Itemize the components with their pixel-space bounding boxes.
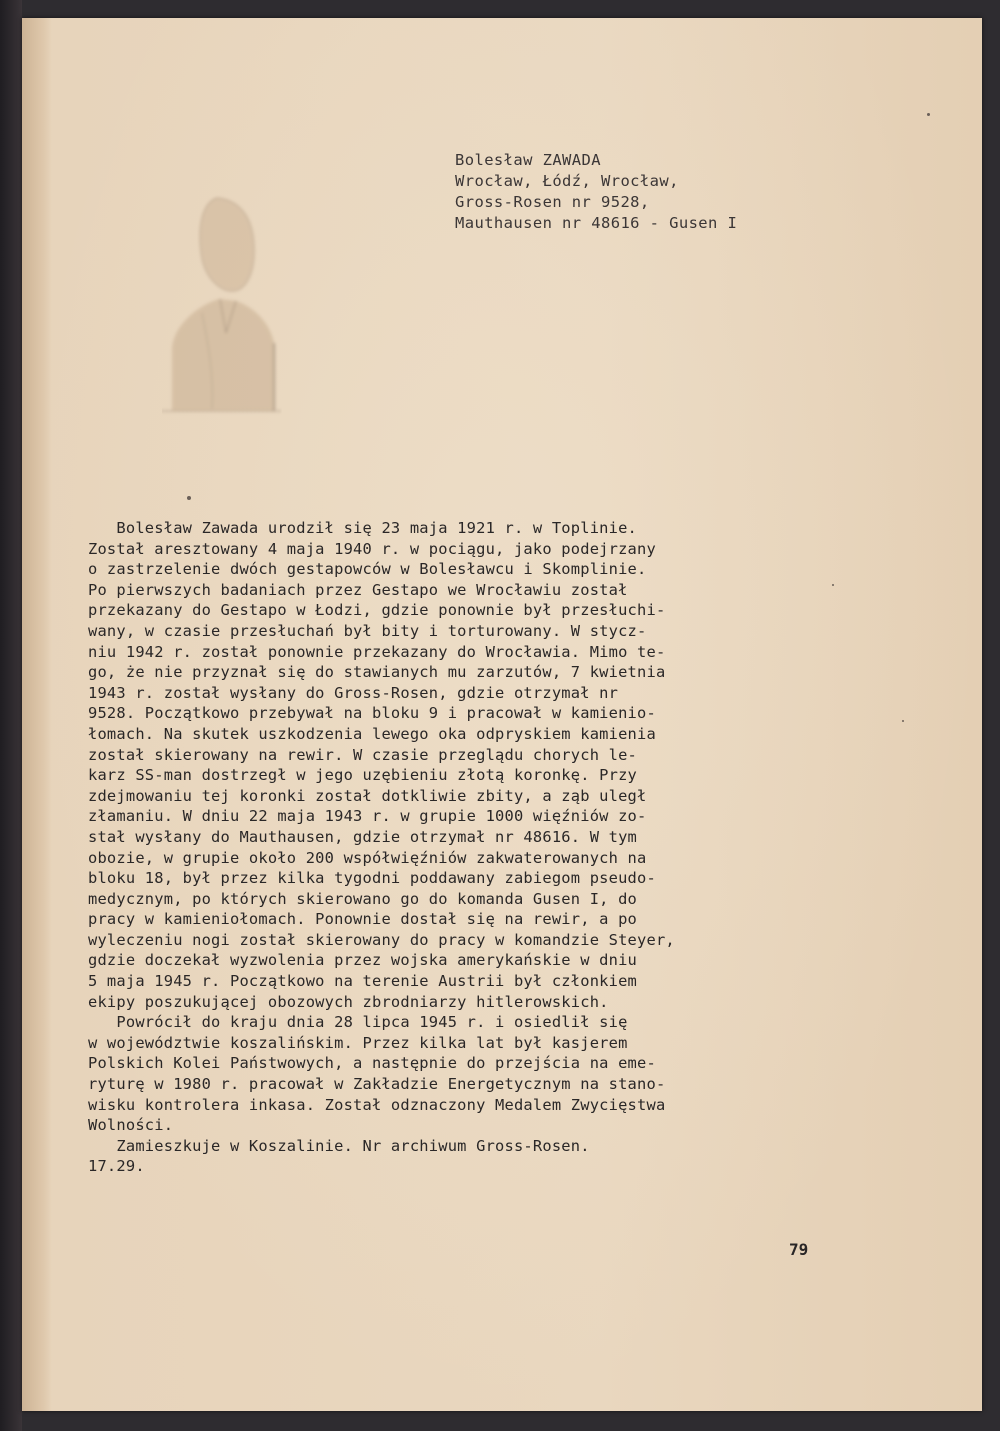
page-number: 79 — [789, 1240, 809, 1259]
text-line: wisku kontrolera inkasa. Został odznaczony Medalem Zwycięstwa — [88, 1095, 666, 1114]
text-line: pracy w kamieniołomach. Ponownie dostał się na rewir, a po — [88, 910, 638, 929]
text-line: stał wysłany do Mauthausen, gdzie otrzymał nr 48616. W tym — [88, 827, 638, 846]
text-line: Został aresztowany 4 maja 1940 r. w pociągu, jako podejrzany — [88, 539, 656, 558]
text-line: wany, w czasie przesłuchań był bity i torturowany. W stycz- — [88, 621, 647, 640]
text-line: Zamieszkuje w Koszalinie. Nr archiwum Gross-Rosen. — [88, 1136, 590, 1155]
paper-speck — [902, 720, 904, 722]
text-line: został skierowany na rewir. W czasie przeglądu chorych le- — [88, 745, 638, 764]
text-line: Po pierwszych badaniach przez Gestapo we Wrocławiu został — [88, 580, 628, 599]
text-line: medycznym, po których skierowano go do komanda Gusen I, do — [88, 889, 638, 908]
text-line: obozie, w grupie około 200 współwięźniów zakwaterowanych na — [88, 848, 647, 867]
text-line: go, że nie przyznał się do stawianych mu zarzutów, 7 kwietnia — [88, 663, 666, 682]
paper-speck — [927, 113, 930, 116]
biography-text — [88, 518, 858, 1177]
text-line: wyleczeniu nogi został skierowany do pracy w komandzie Steyer, — [88, 930, 675, 949]
author-name: Bolesław ZAWADA — [455, 151, 601, 169]
text-line: 1943 r. został wysłany do Gross-Rosen, gdzie otrzymał nr — [88, 683, 619, 702]
text-line: łomach. Na skutek uszkodzenia lewego oka odpryskiem kamienia — [88, 724, 656, 743]
text-line: gdzie doczekał wyzwolenia przez wojska amerykańskie w dniu — [88, 951, 638, 970]
gross-rosen-number: Gross-Rosen nr 9528, — [455, 193, 650, 211]
text-line: złamaniu. W dniu 22 maja 1943 r. w grupie 1000 więźniów zo- — [88, 807, 647, 826]
page-gutter-shadow — [22, 18, 52, 1411]
author-locations: Wrocław, Łódź, Wrocław, — [455, 172, 679, 190]
text-line: bloku 18, był przez kilka tygodni poddawany zabiegom pseudo- — [88, 869, 656, 888]
text-line: karz SS-man dostrzegł w jego uzębieniu złotą koronkę. Przy — [88, 766, 638, 785]
text-line: 9528. Początkowo przebywał na bloku 9 i pracował w kamienio- — [88, 704, 656, 723]
paper-speck — [187, 496, 191, 500]
text-line: o zastrzelenie dwóch gestapowców w Bolesławcu i Skomplinie. — [88, 560, 647, 579]
text-line: ekipy poszukującej obozowych zbrodniarzy hitlerowskich. — [88, 992, 609, 1011]
paper-speck — [832, 584, 834, 586]
text-line: zdejmowaniu tej koronki został dotkliwie zbity, a ząb uległ — [88, 786, 647, 805]
text-line: przekazany do Gestapo w Łodzi, gdzie ponownie był przesłuchi- — [88, 601, 666, 620]
text-line: Polskich Kolei Państwowych, a następnie do przejścia na eme- — [88, 1054, 656, 1073]
text-line: 5 maja 1945 r. Początkowo na terenie Austrii był członkiem — [88, 972, 638, 991]
author-header — [455, 150, 975, 234]
mauthausen-number: Mauthausen nr 48616 - Gusen I — [455, 214, 738, 232]
portrait-photo-icon — [162, 173, 282, 423]
text-line: ryturę w 1980 r. pracował w Zakładzie Energetycznym na stano- — [88, 1075, 666, 1094]
text-line: 17.29. — [88, 1157, 145, 1176]
text-line: Bolesław Zawada urodził się 23 maja 1921 r. w Toplinie. — [88, 519, 638, 537]
text-line: niu 1942 r. został ponownie przekazany do Wrocławia. Mimo te- — [88, 642, 666, 661]
binding-edge — [0, 0, 22, 1431]
text-line: Powrócił do kraju dnia 28 lipca 1945 r. i osiedlił się — [88, 1013, 628, 1032]
text-line: w województwie koszalińskim. Przez kilka lat był kasjerem — [88, 1033, 628, 1052]
text-line: Wolności. — [88, 1116, 174, 1135]
document-page — [22, 18, 982, 1411]
